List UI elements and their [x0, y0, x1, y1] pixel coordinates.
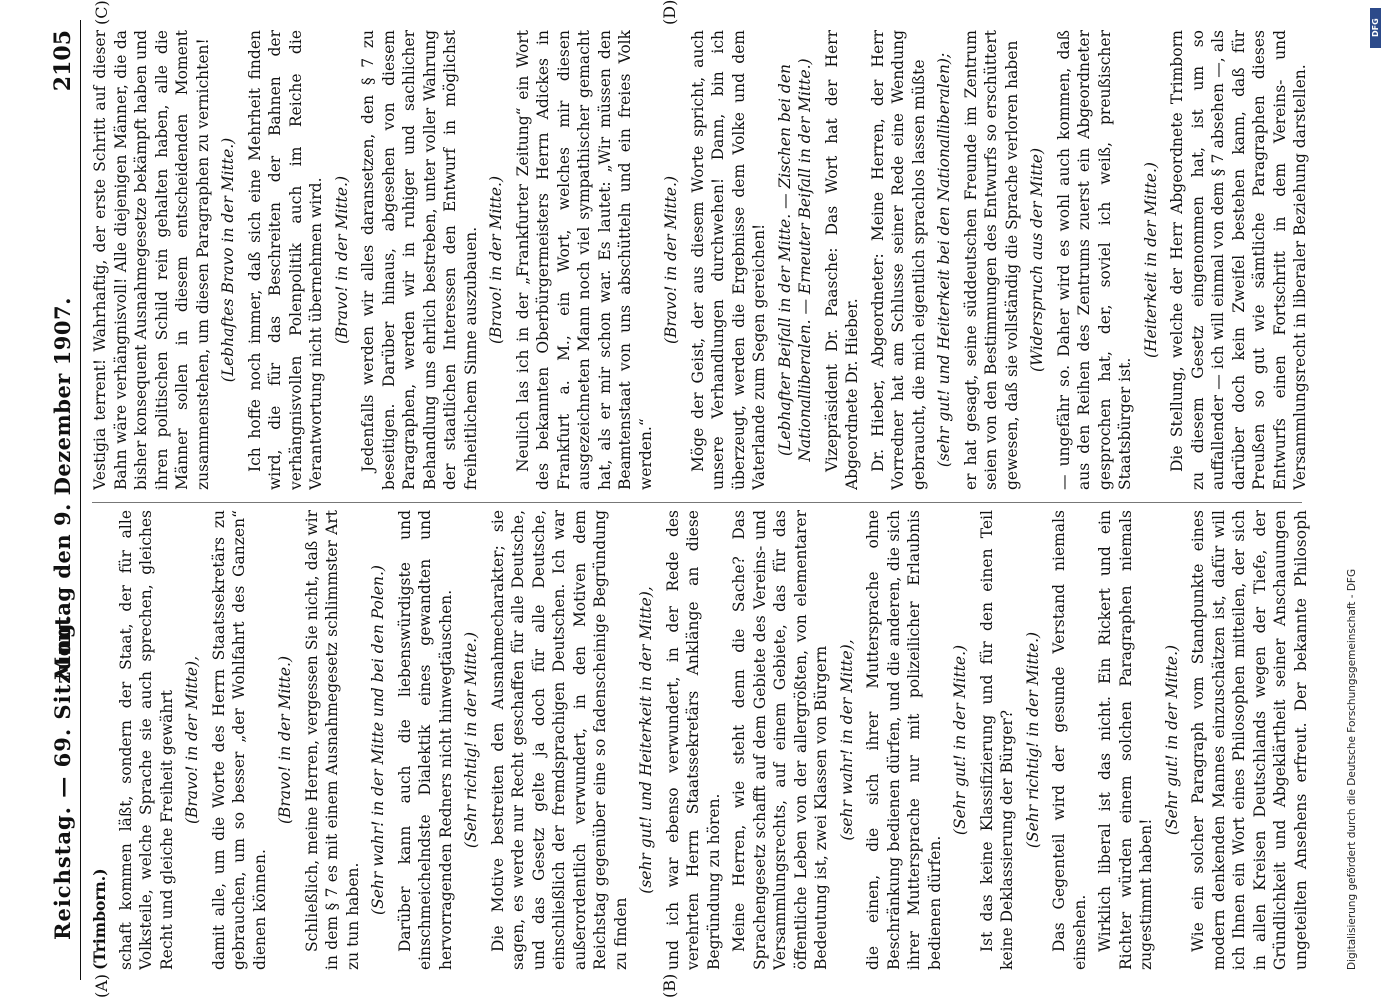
right-text-column: [90, 30, 1310, 490]
paragraph: die einen, die sich ihrer Muttersprache ohne Beschränkung bedienen dürfen, und die anderen, die sich ihrer Muttersprache nur mit polizeilicher Erlaubnis bedienen dürfen.: [864, 510, 944, 970]
interjection: (Bravo! in der Mitte.): [276, 655, 294, 825]
interjection: (Lebhafter Beifall in der Mitte. — Zischen bei den Nationalliberalen. — Erneuter Beifall in der Mitte.): [775, 58, 814, 462]
paragraph: schaft kommen läßt, sondern der Staat, der für alle Volksteile, welche Sprache sie auch sprechen, gleiches Recht und gleiche Freiheit gewährt: [116, 510, 176, 970]
margin-mark-d: (D): [660, 0, 679, 25]
paragraph: Ist das keine Klassifizierung und für den einen Teil keine Deklassierung der Bürger?: [977, 510, 1016, 970]
interjection: (Sehr gut! in der Mitte.): [951, 644, 969, 836]
interjection: (Bravo! in der Mitte),: [183, 655, 201, 825]
interjection: (Sehr gut! in der Mitte.): [1162, 644, 1181, 836]
margin-mark-c: (C): [92, 0, 111, 25]
paragraph: Wirklich liberal ist das nicht. Ein Rickert und ein Richter würden einem solchen Paragraphen niemals zugestimmt haben!: [1096, 510, 1155, 970]
paragraph: Vestigia terrent! Wahrhaftig, der erste Schritt auf dieser Bahn wäre verhängnisvoll! Alle diejenigen Männer, die da bisher konsequent Ausnahmegesetze bekämpft haben und ihren politischen Schild rein gehalten haben, alle die Männer sollen in diesem entscheidenden Moment zusammenstehen, um diesen Paragraphen zu vernichten!: [91, 30, 212, 490]
paragraph: Ich hoffe noch immer, daß sich eine Mehrheit finden wird, die für das Beschreiten der Bahnen der verhängnisvollen Polenpolitik auch im Reiche die Verantwortung nicht übernehmen wird.: [245, 30, 325, 490]
paragraph: Jedenfalls werden wir alles daransetzen, den § 7 zu beseitigen. Darüber hinaus, abgesehen von diesem Paragraphen, werden wir in ruhiger und sachlicher Behandlung uns ehrlich bestreben, unter voller Wahrung der staatlichen Interessen den Entwurf in möglichst freiheitlichem Sinne auszubauen.: [359, 30, 480, 490]
paragraph: Darüber kann auch die liebenswürdigste und einschmeichelndste Dialektik eines gewandten und hervorragenden Redners nicht hinwegtäuschen.: [395, 510, 455, 970]
interjection: (Bravo! in der Mitte.): [487, 175, 505, 345]
header-left-title: Reichstag. — 69. Sitzung.: [50, 614, 75, 940]
paragraph: Dr. Hieber, Abgeordneter: Meine Herren, der Herr Vorredner hat am Schlusse seiner Rede eine Wendung gebraucht, die mich eigentlich sprachlos lassen müßte: [868, 30, 928, 490]
page-number: 2105: [50, 30, 76, 92]
paragraph: — ungefähr so. Daher wird es wohl auch kommen, daß aus den Reihen des Zentrums zuerst ein Abgeordneter gesprochen hat, der, soviel ich weiß, preußischer Staatsbürger ist.: [1054, 30, 1134, 490]
paragraph: und ich war ebenso verwundert, in der Rede des verehrten Herrn Staatssekretärs Anklänge an diese Begründung zu hören.: [663, 510, 723, 970]
paragraph: Das Gegenteil wird der gesunde Verstand niemals einsehen.: [1050, 510, 1089, 970]
interjection: (sehr gut! und Heiterkeit in der Mitte),: [637, 586, 655, 894]
column-divider: [92, 502, 1302, 503]
paragraph: Wie ein solcher Paragraph vom Standpunkte eines modern denkenden Mannes einzuschätzen ist, dafür will ich Ihnen ein Wort eines Philosophen mitteilen, der sich in allen Kreisen Deutschlands wegen der Tiefe, der Gründlichkeit und Abgeklärtheit seiner Anschauungen ungeteilten Ansehens erfreut. Der bekannte Philosoph: [1189, 510, 1310, 970]
margin-mark-b: (B): [660, 973, 679, 998]
interjection: (Heiterkeit in der Mitte.): [1141, 162, 1160, 358]
paragraph: Schließlich, meine Herren, vergessen Sie nicht, daß wir in dem § 7 es mit einem Ausnahmegesetz schlimmster Art zu tun haben.: [302, 510, 362, 970]
paragraph: damit alle, um die Worte des Herrn Staatssekretärs zu gebrauchen, um so besser „der Wohlfahrt des Ganzen“ dienen können.: [209, 510, 269, 970]
margin-mark-a: (A): [92, 973, 111, 998]
interjection: (Lebhaftes Bravo in der Mitte.): [219, 137, 237, 383]
left-text-column: [90, 510, 1310, 970]
digitization-credit: Digitalisierung gefördert durch die Deutsche Forschungsgemeinschaft - DFG: [1346, 568, 1358, 970]
paragraph: Neulich las ich in der „Frankfurter Zeitung“ ein Wort des bekannten Oberbürgermeisters Herrn Adickes in Frankfurt a. M., ein Wort, welches mir diesen ausgezeichneten Mann noch viel sympathischer gemacht hat, als er mir schon war. Es lautet: „Wir müssen den Beamtenstaat von uns abschütteln und ein freies Volk werden.“: [513, 30, 655, 490]
dfg-logo: DFG: [1370, 8, 1381, 48]
interjection: (Sehr richtig! in der Mitte.): [1023, 631, 1042, 849]
page-header: [40, 20, 81, 980]
interjection: (Sehr wahr! in der Mitte und bei den Polen.): [369, 565, 387, 915]
paragraph: Möge der Geist, der aus diesem Worte spricht, auch unsere Verhandlungen durchwehen! Dann, bin ich überzeugt, werden die Ergebnisse dem Volke und dem Vaterlande zum Segen gereichen!: [688, 30, 768, 490]
interjection: (Sehr richtig! in der Mitte.): [462, 631, 480, 849]
paragraph: Die Stellung, welche der Herr Abgeordnete Trimborn zu diesem Gesetz eingenommen hat, ist um so auffallender — ich will einmal von dem § 7 absehen —, als darüber doch kein Zweifel bestehen kann, daß für Preußen so gut wie sämtliche Paragraphen dieses Entwurfs einen Fortschritt in dem Vereins- und Versammlungsrecht in liberaler Beziehung darstellen.: [1168, 30, 1309, 490]
chair-announcement: Vizepräsident Dr. Paasche: Das Wort hat der Herr Abgeordnete Dr. Hieber.: [822, 30, 861, 490]
paragraph: Meine Herren, wie steht denn die Sache? Das Sprachengesetz schafft auf dem Gebiete des Vereins- und Versammlungsrechts, auf einem Gebiete, das für das öffentliche Leben von der allergrößten, von elementarer Bedeutung ist, zwei Klassen von Bürgern: [730, 510, 830, 970]
interjection: (Bravo! in der Mitte.): [332, 175, 351, 345]
interjection: (sehr wahr! in der Mitte),: [837, 639, 856, 841]
speaker-tag: (Trimborn.): [90, 868, 109, 970]
interjection: (Widerspruch aus der Mitte): [1028, 147, 1046, 373]
paragraph: er hat gesagt, seine süddeutschen Freunde im Zentrum seien von den Bestimmungen des Entwurfs so erschüttert gewesen, daß sie vollständig die Sprache verloren haben: [961, 30, 1021, 490]
header-date-title: Montag den 9. Dezember 1907.: [50, 297, 75, 680]
interjection: (Bravo! in der Mitte.): [662, 175, 680, 345]
paragraph: Die Motive bestreiten den Ausnahmecharakter; sie sagen, es werde nur Recht geschaffen für alle Deutsche, und das Gesetz gelte ja doch für alle Deutsche, einschließlich der fremdsprachigen Deutschen. Ich war außerordentlich verwundert, in den Motiven dem Reichstag gegenüber eine so fadenscheinige Begründung zu finden: [488, 510, 630, 970]
interjection: (sehr gut! und Heiterkeit bei den Nationalliberalen);: [935, 52, 953, 468]
